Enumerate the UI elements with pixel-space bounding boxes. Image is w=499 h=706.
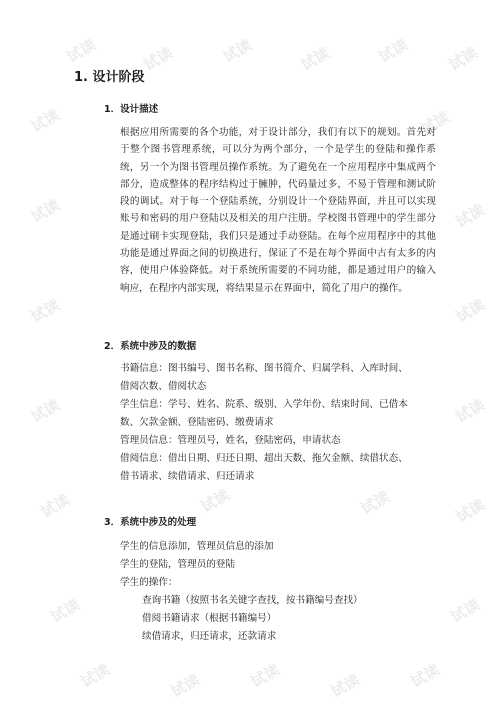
watermark: 试读: [297, 43, 333, 75]
processing-line: 学生的信息添加，管理员信息的添加: [120, 541, 274, 552]
watermark: 试读: [447, 595, 483, 627]
section-title: 1. 设计阶段: [74, 70, 145, 85]
watermark: 试读: [452, 200, 488, 232]
data-line: 学生信息：学号、姓名、院系、级别、入学年份、结束时间、已借本: [120, 399, 408, 410]
watermark: 试读: [27, 105, 63, 137]
subsection-title-system-processing: 3．系统中涉及的处理: [104, 517, 197, 528]
data-line: 书籍信息：图书编号、图书名称、图书简介、归属学科、入库时间、: [120, 363, 408, 374]
watermark: 试读: [407, 660, 443, 692]
watermark: 试读: [167, 670, 203, 702]
watermark: 试读: [452, 295, 488, 327]
watermark: 试读: [247, 660, 283, 692]
watermark: 试读: [219, 35, 255, 67]
watermark: 试读: [327, 670, 363, 702]
processing-line: 学生的登陆，管理员的登陆: [120, 559, 236, 570]
watermark: 试读: [63, 35, 99, 67]
data-line: 数、欠款金额、登陆密码、缴费请求: [120, 417, 274, 428]
watermark: 试读: [197, 485, 233, 517]
watermark: 试读: [445, 43, 481, 75]
processing-subitem: 借阅书籍请求（根据书籍编号）: [142, 613, 277, 624]
watermark: 试读: [140, 43, 176, 75]
design-description-paragraph: 根据应用所需要的各个功能，对于设计部分，我们有以下的规划。首先对于整个图书管理系统，可以分为两个部分，一个是学生的登陆和操作系统，另一个为图书管理员操作系统。为了避免在一个应用程序中集成两个部分，造成整体的程序结构过于臃肿，代码量过多，不易于管理和测试阶段的调试。对于每一个登陆系统，分别设计一个登陆界面，并且可以实现账号和密码的用户登陆以及相关的用户注册。学校图书管理中的学生部分是通过刷卡实现登陆，我们只是通过手动登陆。在每个应用程序中的其他功能是通过界面之间的切换进行，保证了不是在每个界面中古有太多的内容，使用户体验降低。对于系统所需要的不同功能，都是通过用户的输入响应，在程序内部实现，将结果显示在界面中，简化了用户的操作。: [120, 127, 436, 294]
watermark: 试读: [77, 660, 113, 692]
watermark: 试读: [417, 107, 453, 139]
watermark: 试读: [27, 295, 63, 327]
data-line: 管理员信息：管理员号，姓名，登陆密码，申请状态: [120, 435, 341, 446]
data-line: 借阅次数、借阅状态: [120, 381, 207, 392]
watermark: 试读: [27, 195, 63, 227]
subsection-title-system-data: 2．系统中涉及的数据: [104, 341, 197, 352]
watermark: 试读: [357, 487, 393, 519]
watermark: 试读: [47, 595, 83, 627]
watermark: 试读: [27, 395, 63, 427]
data-line: 借阅信息：借出日期、归还日期、超出天数、拖欠金额、续借状态、: [120, 453, 408, 464]
watermark: 试读: [452, 495, 488, 527]
subsection-title-design-description: 1．设计描述: [104, 104, 159, 115]
data-line: 借书请求、续借请求、归还请求: [120, 471, 255, 482]
processing-subitem: 查询书籍（按照书名关键字查找，按书籍编号查找）: [142, 595, 363, 606]
processing-line: 学生的操作：: [120, 577, 178, 588]
watermark: 试读: [37, 490, 73, 522]
processing-subitem: 续借请求，归还请求，还款请求: [142, 631, 277, 642]
watermark: 试读: [375, 35, 411, 67]
watermark: 试读: [452, 395, 488, 427]
